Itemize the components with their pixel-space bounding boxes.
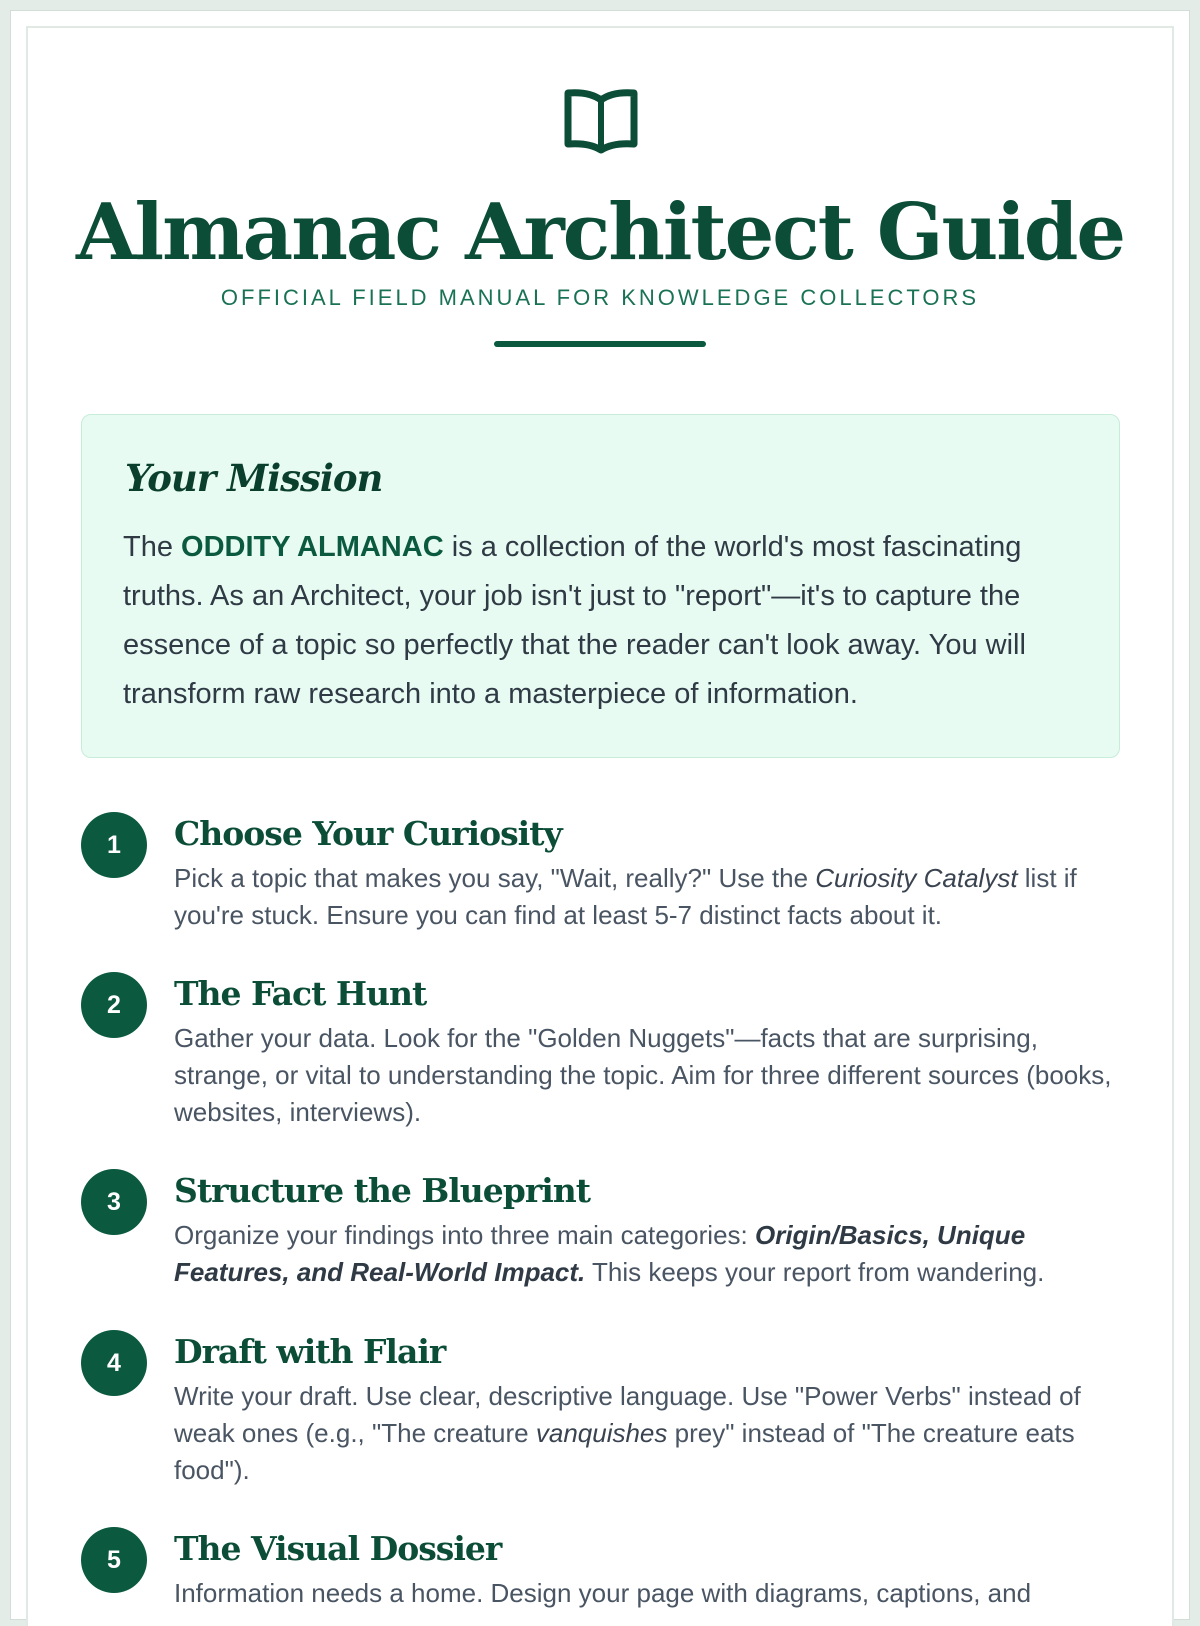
step-desc-text: Pick a topic that makes you say, "Wait, really?" Use the	[174, 863, 816, 893]
step-desc-text: Write your draft. Use clear, descriptive language. Use "Power Verbs" instead of weak ones (e.g., "The creature	[174, 1381, 1081, 1448]
mission-body	[123, 523, 1083, 719]
step-description: Information needs a home. Design your page with diagrams, captions, and	[174, 1578, 1032, 1608]
mission-title: Your Mission	[125, 456, 383, 500]
step-description	[174, 1217, 1114, 1291]
mission-box	[81, 414, 1120, 758]
step-desc-emphasis: Origin/Basics, Unique Features, and Real-World Impact.	[174, 1220, 1026, 1287]
step-title: Structure the Blueprint	[174, 1171, 591, 1210]
step-description	[174, 1378, 1114, 1489]
step-number-badge: 3	[81, 1169, 147, 1235]
mission-body-prefix: The	[123, 531, 182, 563]
step-title: Choose Your Curiosity	[174, 814, 562, 853]
step-number-badge: 1	[81, 812, 147, 878]
step-title: The Visual Dossier	[174, 1529, 502, 1568]
open-book-icon	[563, 86, 639, 156]
step-desc-text: This keeps your report from wandering.	[585, 1257, 1045, 1287]
page-subtitle: OFFICIAL FIELD MANUAL FOR KNOWLEDGE COLLECTORS	[220, 285, 980, 310]
page-title: Almanac Architect Guide	[75, 187, 1125, 278]
step-description	[174, 860, 1114, 934]
step-desc-text: prey" instead of "The creature eats food").	[174, 1418, 1075, 1485]
step-title: Draft with Flair	[174, 1332, 446, 1371]
step-title: The Fact Hunt	[174, 974, 427, 1013]
step-desc-emphasis: vanquishes	[535, 1418, 668, 1448]
mission-body-rest: is a collection of the world's most fascinating truths. As an Architect, your job isn't just to "report"—it's to capture the essence of a topic so perfectly that the reader can't look away. You will transform raw research into a masterpiece of information.	[123, 531, 1026, 710]
step-desc-text: list if you're stuck. Ensure you can find at least 5-7 distinct facts about it.	[174, 863, 1077, 930]
mission-highlight: ODDITY ALMANAC	[181, 531, 444, 563]
title-divider	[494, 341, 706, 347]
step-number-badge: 2	[81, 972, 147, 1038]
step-desc-emphasis: Curiosity Catalyst	[815, 863, 1018, 893]
step-desc-text: Organize your findings into three main categories:	[174, 1220, 755, 1250]
step-description: Gather your data. Look for the "Golden Nuggets"—facts that are surprising, strange, or vital to understanding the topic. Aim for three different sources (books, websites, interviews).	[174, 1023, 1112, 1127]
step-number-badge: 5	[81, 1527, 147, 1593]
step-number-badge: 4	[81, 1330, 147, 1396]
